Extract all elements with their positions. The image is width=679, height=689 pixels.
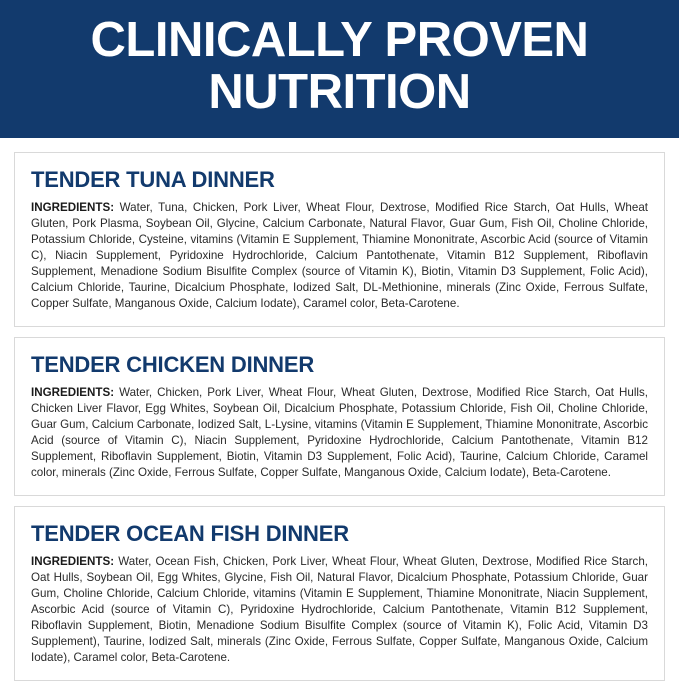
ingredients-panel-chicken xyxy=(14,337,665,496)
panel-title-tuna: TENDER TUNA DINNER xyxy=(31,166,275,192)
headline-line-1: CLINICALLY PROVEN xyxy=(90,13,589,67)
ingredients-text-ocean-fish xyxy=(31,554,648,666)
ingredients-panel-ocean-fish xyxy=(14,506,665,681)
ingredients-panel-tuna xyxy=(14,152,665,327)
panel-title-ocean-fish: TENDER OCEAN FISH DINNER xyxy=(31,520,349,546)
headline-line-2: NUTRITION xyxy=(208,64,471,119)
ingredients-body-ocean-fish: Water, Ocean Fish, Chicken, Pork Liver, Wheat Flour, Wheat Gluten, Dextrose, Modified Rice Starch, Oat Hulls, Soybean Oil, Egg Whites, Glycine, Fish Oil, Natural Flavor, Dicalcium Phosphate, Potassium Chloride, Guar Gum, Choline Chloride, Calcium Chloride, vitamins (Vitamin E Supplement, Thiamine Mononitrate, Niacin Supplement, Ascorbic Acid (source of Vitamin C), Pyridoxine Hydrochloride, Calcium Pantothenate, Vitamin B12 Supplement, Riboflavin Supplement, Biotin, Menadione Sodium Bisulfite Complex (source of Vitamin K), Folic Acid, Vitamin D3 Supplement), Taurine, Iodized Salt, minerals (Zinc Oxide, Ferrous Sulfate, Copper Sulfate, Manganous Oxide, Calcium Iodate), Caramel color, Beta-Carotene. xyxy=(31,554,648,664)
ingredients-text-chicken xyxy=(31,385,648,481)
ingredients-label-chicken: INGREDIENTS: xyxy=(31,385,115,399)
panel-title-chicken: TENDER CHICKEN DINNER xyxy=(31,351,315,377)
headline-banner xyxy=(0,0,679,138)
ingredients-label-tuna: INGREDIENTS: xyxy=(31,200,115,214)
sections-container xyxy=(0,138,679,689)
ingredients-body-tuna: Water, Tuna, Chicken, Pork Liver, Wheat Flour, Dextrose, Modified Rice Starch, Oat Hulls, Wheat Gluten, Pork Plasma, Soybean Oil, Glycine, Calcium Carbonate, Natural Flavor, Guar Gum, Fish Oil, Choline Chloride, Potassium Chloride, Cysteine, vitamins (Vitamin E Supplement, Thiamine Mononitrate, Ascorbic Acid (source of Vitamin C), Niacin Supplement, Pyridoxine Hydrochloride, Calcium Pantothenate, Vitamin B12 Supplement, Riboflavin Supplement, Menadione Sodium Bisulfite Complex (source of Vitamin K), Biotin, Vitamin D3 Supplement, Folic Acid), Calcium Chloride, Taurine, Dicalcium Phosphate, Iodized Salt, DL-Methionine, minerals (Zinc Oxide, Ferrous Sulfate, Copper Sulfate, Manganous Oxide, Calcium Iodate), Caramel color, Beta-Carotene. xyxy=(31,200,648,310)
ingredients-body-chicken: Water, Chicken, Pork Liver, Wheat Flour, Wheat Gluten, Dextrose, Modified Rice Starch, Oat Hulls, Chicken Liver Flavor, Egg Whites, Soybean Oil, Dicalcium Phosphate, Potassium Chloride, Fish Oil, Choline Chloride, Guar Gum, Calcium Carbonate, Iodized Salt, L-Lysine, vitamins (Vitamin E Supplement, Thiamine Mononitrate, Ascorbic Acid (source of Vitamin C), Niacin Supplement, Pyridoxine Hydrochloride, Calcium Pantothenate, Vitamin B12 Supplement, Riboflavin Supplement, Biotin, Vitamin D3 Supplement, Folic Acid), Taurine, Calcium Chloride, Caramel color, minerals (Zinc Oxide, Ferrous Sulfate, Copper Sulfate, Manganous Oxide, Calcium Iodate), Beta-Carotene. xyxy=(31,385,648,479)
ingredients-text-tuna xyxy=(31,200,648,312)
ingredients-label-ocean-fish: INGREDIENTS: xyxy=(31,554,115,568)
